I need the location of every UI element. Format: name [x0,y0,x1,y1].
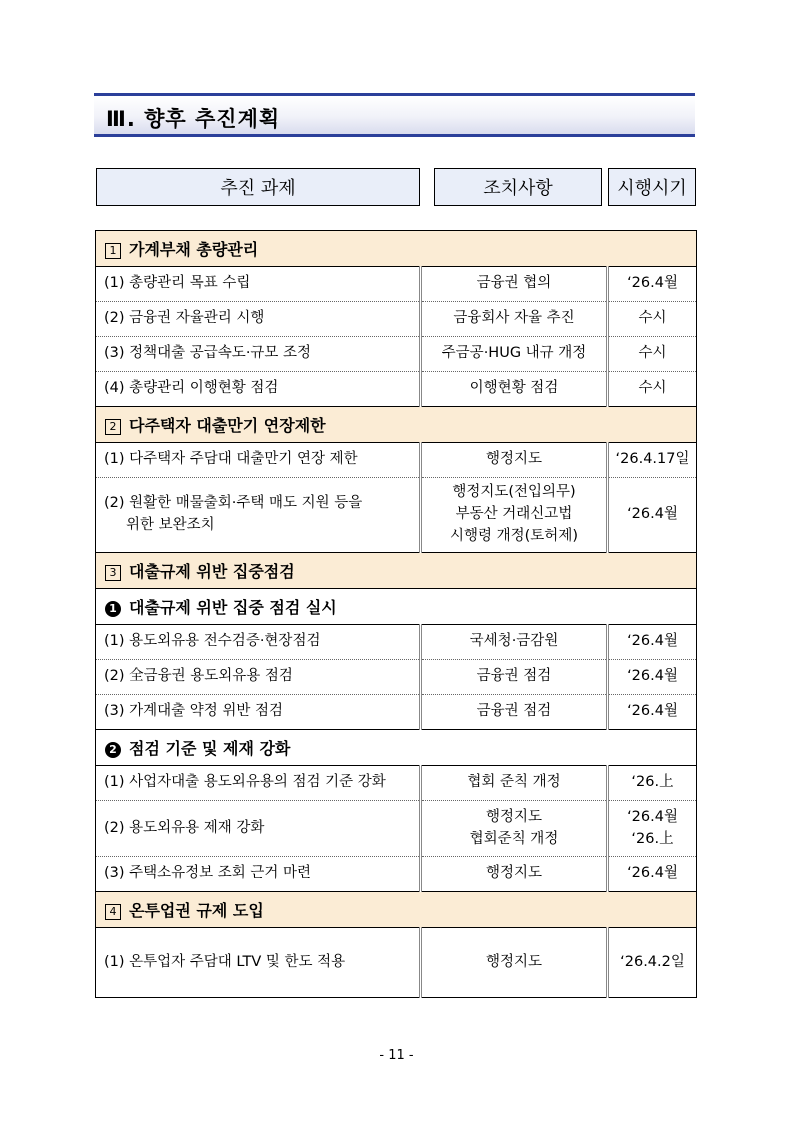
task-text: (1) 총량관리 목표 수립 [104,275,251,292]
action-text: 국세청·금감원 [469,633,559,650]
task-text: (1) 다주택자 주담대 대출만기 연장 제한 [104,451,358,468]
timing-text: 수시 [638,345,667,362]
task-cell [96,695,421,730]
timing-text: ‘26.4월 [627,506,678,523]
timing-text: ‘26.4월 [627,808,678,825]
section-number-box: 2 [105,419,121,435]
plan-table [95,230,697,998]
task-cell [96,857,421,892]
task-cell [96,766,421,801]
header-task: 추진 과제 [96,168,420,206]
task-text: (1) 용도외유용 전수검증·현장점검 [104,633,321,650]
action-cell [421,302,608,337]
timing-cell [608,766,697,801]
table-row [96,625,697,660]
task-text-cont: 위한 보완조치 [126,517,215,533]
section-row [96,407,697,443]
timing-cell [608,928,697,998]
task-cell [96,302,421,337]
action-text-3: 시행령 개정(토허제) [450,527,578,544]
section-row [96,892,697,928]
action-text: 이행현황 점검 [469,380,559,397]
numbered-circle-icon: 1 [105,601,121,617]
task-text: (4) 총량관리 이행현황 점검 [104,380,279,397]
task-cell [96,928,421,998]
timing-text: 수시 [638,380,667,397]
action-cell [421,625,608,660]
task-text: (3) 가계대출 약정 위반 점검 [104,703,284,720]
table-row [96,372,697,407]
action-text: 금융권 협의 [476,275,552,292]
timing-cell [608,660,697,695]
section-title: Ⅲ. 향후 추진계획 [106,107,281,131]
timing-cell [608,267,697,302]
task-cell [96,625,421,660]
action-cell [421,766,608,801]
numbered-circle-icon: 2 [105,742,121,758]
action-cell [421,372,608,407]
timing-cell [608,302,697,337]
table-row [96,857,697,892]
action-text: 행정지도 [485,865,543,882]
task-cell [96,660,421,695]
subsection-row [96,730,697,766]
action-cell [421,660,608,695]
section-row [96,553,697,589]
action-text: 행정지도 [485,953,543,970]
timing-cell [608,695,697,730]
timing-cell [608,372,697,407]
subsection-heading: 점검 기준 및 제재 강화 [129,739,291,758]
task-text: (3) 정책대출 공급속도·규모 조정 [104,345,312,362]
section-heading: 가계부채 총량관리 [129,240,259,259]
table-row [96,302,697,337]
action-cell [421,337,608,372]
table-row [96,337,697,372]
timing-cell [608,625,697,660]
task-cell [96,337,421,372]
section-number-box: 4 [105,904,121,920]
timing-cell [608,337,697,372]
action-cell [421,267,608,302]
table-row [96,695,697,730]
section-number-box: 1 [105,243,121,259]
action-cell [421,801,608,857]
timing-text: 수시 [638,310,667,327]
subsection-row [96,589,697,625]
table-row [96,443,697,478]
section-title-bar [94,93,695,137]
timing-text: ‘26.4월 [627,633,678,650]
timing-text: ‘26.4월 [627,668,678,685]
subsection-heading: 대출규제 위반 집중 점검 실시 [129,598,337,617]
action-cell [421,928,608,998]
table-row [96,478,697,553]
task-cell [96,478,421,553]
task-cell [96,443,421,478]
header-action: 조치사항 [434,168,602,206]
table-row [96,928,697,998]
section-number-box: 3 [105,565,121,581]
section-row [96,231,697,267]
task-text: (2) 원활한 매물출회·주택 매도 지원 등을 [104,495,363,512]
action-text: 행정지도 [485,451,543,468]
timing-text-2: ‘26.上 [631,830,674,847]
action-text: 금융권 점검 [476,668,552,685]
action-text: 행정지도(전입의무) [452,484,576,501]
page-number: - 11 - [379,1048,414,1063]
action-cell [421,443,608,478]
action-text: 금융권 점검 [476,703,552,720]
task-text: (2) 금융권 자율관리 시행 [104,310,265,327]
action-text-2: 협회준칙 개정 [469,830,559,847]
task-cell [96,372,421,407]
action-cell [421,478,608,553]
timing-text: ‘26.4.2일 [620,953,685,970]
task-cell [96,801,421,857]
task-text: (2) 全금융권 용도외유용 점검 [104,668,293,685]
table-row [96,267,697,302]
action-cell [421,695,608,730]
timing-text: ‘26.4월 [627,275,678,292]
table-row [96,801,697,857]
header-timing: 시행시기 [608,168,696,206]
table-row [96,660,697,695]
section-heading: 온투업권 규제 도입 [129,901,264,920]
action-text: 주금공·HUG 내규 개정 [441,345,587,362]
timing-text: ‘26.上 [631,774,674,791]
section-heading: 다주택자 대출만기 연장제한 [129,416,326,435]
timing-cell [608,443,697,478]
action-cell [421,857,608,892]
timing-text: ‘26.4.17일 [615,451,690,468]
section-heading: 대출규제 위반 집중점검 [129,562,295,581]
action-text: 협회 준칙 개정 [467,774,561,791]
action-text: 금융회사 자율 추진 [453,310,575,327]
action-text-2: 부동산 거래신고법 [455,506,573,523]
task-text: (1) 온투업자 주담대 LTV 및 한도 적용 [104,953,346,970]
action-text: 행정지도 [485,808,543,825]
table-row [96,766,697,801]
timing-cell [608,857,697,892]
timing-cell [608,801,697,857]
task-text: (2) 용도외유용 제재 강화 [104,819,265,836]
task-text: (1) 사업자대출 용도외유용의 점검 기준 강화 [104,774,386,791]
timing-cell [608,478,697,553]
timing-text: ‘26.4월 [627,865,678,882]
task-text: (3) 주택소유정보 조회 근거 마련 [104,865,312,882]
task-cell [96,267,421,302]
timing-text: ‘26.4월 [627,703,678,720]
